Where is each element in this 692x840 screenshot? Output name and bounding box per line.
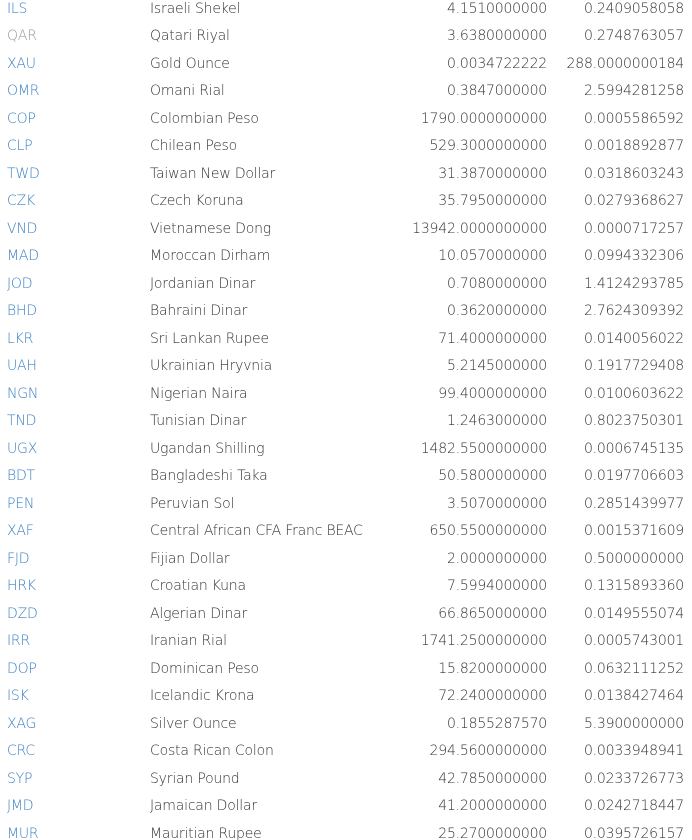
table-row xyxy=(0,243,692,271)
inverse-rate: 0.1315893360 xyxy=(583,578,684,595)
currency-code-link[interactable]: NGN xyxy=(7,385,39,402)
inverse-rate: 0.0233726773 xyxy=(583,770,684,787)
currency-code-cell xyxy=(0,655,150,683)
currency-code-cell xyxy=(0,243,150,271)
table-row xyxy=(0,215,692,243)
table-row xyxy=(0,160,692,188)
currency-code-link[interactable]: CZK xyxy=(7,193,35,210)
currency-code-cell xyxy=(0,133,150,161)
inverse-rate: 2.5994281258 xyxy=(583,83,684,100)
currency-code-link[interactable]: XAF xyxy=(7,523,34,540)
currency-code-link[interactable]: ILS xyxy=(7,0,28,17)
table-row xyxy=(0,435,692,463)
currency-name: Fijian Dollar xyxy=(150,550,230,567)
currency-code-cell xyxy=(0,23,150,51)
table-row xyxy=(0,518,692,546)
exchange-rate: 0.0034722222 xyxy=(446,55,547,72)
currency-code-cell xyxy=(0,380,150,408)
currency-code-cell xyxy=(0,160,150,188)
exchange-rate: 0.3847000000 xyxy=(446,83,547,100)
currency-name: Omani Rial xyxy=(150,83,225,100)
inverse-rate: 0.0318603243 xyxy=(583,165,684,182)
currency-code-link[interactable]: CRC xyxy=(7,743,35,760)
currency-code-cell xyxy=(0,0,150,23)
currency-code-link[interactable]: BHD xyxy=(7,303,37,320)
currency-code-link[interactable]: BDT xyxy=(7,468,35,485)
currency-code-link[interactable]: IRR xyxy=(7,633,30,650)
currency-name: Taiwan New Dollar xyxy=(150,165,276,182)
currency-code-link[interactable]: JOD xyxy=(7,275,33,292)
table-row xyxy=(0,545,692,573)
table-row xyxy=(0,628,692,656)
currency-name: Moroccan Dirham xyxy=(150,248,271,265)
currency-name: Mauritian Rupee xyxy=(150,825,262,840)
currency-code-link[interactable]: MUR xyxy=(7,825,39,840)
table-row xyxy=(0,820,692,840)
currency-name: Qatari Riyal xyxy=(150,28,230,45)
exchange-rate: 42.7850000000 xyxy=(438,770,547,787)
table-row xyxy=(0,105,692,133)
exchange-rate: 650.5500000000 xyxy=(429,523,547,540)
exchange-rate: 25.2700000000 xyxy=(438,825,547,840)
inverse-rate: 0.8023750301 xyxy=(583,413,684,430)
table-row xyxy=(0,463,692,491)
inverse-rate: 2.7624309392 xyxy=(583,303,684,320)
table-row xyxy=(0,23,692,51)
currency-name: Bahraini Dinar xyxy=(150,303,248,320)
exchange-rate: 0.3620000000 xyxy=(446,303,547,320)
currency-name: Algerian Dinar xyxy=(150,605,248,622)
table-row xyxy=(0,683,692,711)
currency-name: Dominican Peso xyxy=(150,660,259,677)
currency-name: Vietnamese Dong xyxy=(150,220,271,237)
inverse-rate: 0.0279368627 xyxy=(583,193,684,210)
currency-name: Czech Koruna xyxy=(150,193,244,210)
exchange-rate: 1790.0000000000 xyxy=(420,110,547,127)
exchange-rate: 1741.2500000000 xyxy=(420,633,547,650)
currency-code-cell xyxy=(0,408,150,436)
currency-code-link[interactable]: OMR xyxy=(7,83,40,100)
currency-name: Jamaican Dollar xyxy=(150,798,257,815)
table-row xyxy=(0,188,692,216)
exchange-rate: 72.2400000000 xyxy=(438,688,547,705)
exchange-rate: 41.2000000000 xyxy=(438,798,547,815)
currency-code-cell xyxy=(0,435,150,463)
inverse-rate: 288.0000000184 xyxy=(566,55,684,72)
table-row xyxy=(0,710,692,738)
table-row xyxy=(0,298,692,326)
currency-code-cell xyxy=(0,298,150,326)
currency-name: Tunisian Dinar xyxy=(150,413,247,430)
currency-name: Central African CFA Franc BEAC xyxy=(150,523,363,540)
inverse-rate: 0.2851439977 xyxy=(583,495,684,512)
inverse-rate: 0.0015371609 xyxy=(583,523,684,540)
exchange-rate: 1482.5500000000 xyxy=(420,440,547,457)
exchange-rate: 0.7080000000 xyxy=(446,275,547,292)
currency-name: Sri Lankan Rupee xyxy=(150,330,269,347)
currency-code-link[interactable]: UGX xyxy=(7,440,38,457)
inverse-rate: 0.0033948941 xyxy=(583,743,684,760)
currency-code-cell xyxy=(0,463,150,491)
currency-code-cell xyxy=(0,78,150,106)
exchange-rate: 5.2145000000 xyxy=(446,358,547,375)
inverse-rate: 0.1917729408 xyxy=(583,358,684,375)
table-row xyxy=(0,655,692,683)
currency-name: Icelandic Krona xyxy=(150,688,255,705)
inverse-rate: 0.0149555074 xyxy=(583,605,684,622)
inverse-rate: 1.4124293785 xyxy=(583,275,684,292)
exchange-rate: 50.5800000000 xyxy=(438,468,547,485)
exchange-rate: 35.7950000000 xyxy=(438,193,547,210)
table-row xyxy=(0,50,692,78)
currency-code-link[interactable]: COP xyxy=(7,110,36,127)
currency-code-cell xyxy=(0,710,150,738)
inverse-rate: 0.0100603622 xyxy=(583,385,684,402)
table-row xyxy=(0,600,692,628)
exchange-rate: 2.0000000000 xyxy=(446,550,547,567)
currency-code-cell xyxy=(0,820,150,840)
currency-name: Jordanian Dinar xyxy=(150,275,256,292)
inverse-rate: 0.0138427464 xyxy=(583,688,684,705)
inverse-rate: 0.0018892877 xyxy=(583,138,684,155)
currency-code-link[interactable]: XAG xyxy=(7,715,37,732)
inverse-rate: 0.0000717257 xyxy=(583,220,684,237)
currency-code-cell xyxy=(0,600,150,628)
currency-code-link[interactable]: DZD xyxy=(7,605,38,622)
inverse-rate: 0.2409058058 xyxy=(583,0,684,17)
exchange-rate: 99.4000000000 xyxy=(438,385,547,402)
exchange-rate: 31.3870000000 xyxy=(438,165,547,182)
currency-code-cell xyxy=(0,215,150,243)
inverse-rate: 5.3900000000 xyxy=(583,715,684,732)
currency-name: Nigerian Naira xyxy=(150,385,248,402)
exchange-rate: 10.0570000000 xyxy=(438,248,547,265)
exchange-rate: 3.6380000000 xyxy=(446,28,547,45)
currency-code-cell xyxy=(0,765,150,793)
table-row xyxy=(0,270,692,298)
currency-code-link[interactable]: QAR xyxy=(7,28,37,45)
currency-code-link[interactable]: JMD xyxy=(7,798,34,815)
currency-code-link[interactable]: VND xyxy=(7,220,38,237)
exchange-rate: 4.1510000000 xyxy=(446,0,547,17)
exchange-rate: 1.2463000000 xyxy=(446,413,547,430)
currency-code-link[interactable]: ISK xyxy=(7,688,29,705)
currency-code-link[interactable]: XAU xyxy=(7,55,36,72)
table-row xyxy=(0,133,692,161)
currency-code-cell xyxy=(0,188,150,216)
currency-code-cell xyxy=(0,518,150,546)
currency-code-cell xyxy=(0,683,150,711)
currency-code-cell xyxy=(0,628,150,656)
table-row xyxy=(0,408,692,436)
exchange-rate: 7.5994000000 xyxy=(446,578,547,595)
currency-name: Silver Ounce xyxy=(150,715,237,732)
currency-code-link[interactable]: PEN xyxy=(7,495,35,512)
currency-code-link[interactable]: SYP xyxy=(7,770,33,787)
table-row xyxy=(0,380,692,408)
currency-name: Colombian Peso xyxy=(150,110,259,127)
currency-name: Ukrainian Hryvnia xyxy=(150,358,273,375)
currency-name: Croatian Kuna xyxy=(150,578,246,595)
inverse-rate: 0.0242718447 xyxy=(583,798,684,815)
inverse-rate: 0.2748763057 xyxy=(583,28,684,45)
currency-code-link[interactable]: DOP xyxy=(7,660,37,677)
exchange-rate: 0.1855287570 xyxy=(446,715,547,732)
inverse-rate: 0.0994332306 xyxy=(583,248,684,265)
currency-code-cell xyxy=(0,105,150,133)
table-row xyxy=(0,738,692,766)
currency-code-link[interactable]: TWD xyxy=(7,165,40,182)
currency-name: Syrian Pound xyxy=(150,770,240,787)
currency-code-link[interactable]: LKR xyxy=(7,330,34,347)
currency-code-link[interactable]: HRK xyxy=(7,578,36,595)
inverse-rate: 0.0005586592 xyxy=(583,110,684,127)
exchange-rate: 15.8200000000 xyxy=(438,660,547,677)
currency-code-cell xyxy=(0,270,150,298)
currency-code-cell xyxy=(0,573,150,601)
exchange-rate: 66.8650000000 xyxy=(438,605,547,622)
inverse-rate: 0.5000000000 xyxy=(583,550,684,567)
currency-name: Israeli Shekel xyxy=(150,0,241,17)
currency-name: Peruvian Sol xyxy=(150,495,235,512)
currency-code-cell xyxy=(0,353,150,381)
exchange-rate: 13942.0000000000 xyxy=(412,220,547,237)
currency-code-link[interactable]: FJD xyxy=(7,550,30,567)
inverse-rate: 0.0395726157 xyxy=(583,825,684,840)
table-row xyxy=(0,793,692,821)
currency-code-cell xyxy=(0,738,150,766)
table-row xyxy=(0,0,692,23)
table-row xyxy=(0,78,692,106)
inverse-rate: 0.0006745135 xyxy=(583,440,684,457)
exchange-rate: 3.5070000000 xyxy=(446,495,547,512)
inverse-rate: 0.0005743001 xyxy=(583,633,684,650)
table-row xyxy=(0,490,692,518)
currency-code-cell xyxy=(0,490,150,518)
table-row xyxy=(0,353,692,381)
exchange-rate: 294.5600000000 xyxy=(429,743,547,760)
currency-code-cell xyxy=(0,793,150,821)
currency-code-link[interactable]: CLP xyxy=(7,138,33,155)
currency-code-link[interactable]: UAH xyxy=(7,358,37,375)
inverse-rate: 0.0140056022 xyxy=(583,330,684,347)
currency-name: Iranian Rial xyxy=(150,633,227,650)
currency-name: Costa Rican Colon xyxy=(150,743,274,760)
currency-name: Chilean Peso xyxy=(150,138,237,155)
currency-code-link[interactable]: TND xyxy=(7,413,37,430)
table-row xyxy=(0,325,692,353)
currency-code-cell xyxy=(0,545,150,573)
currency-name: Ugandan Shilling xyxy=(150,440,265,457)
table-row xyxy=(0,765,692,793)
inverse-rate: 0.0632111252 xyxy=(583,660,684,677)
currency-code-cell xyxy=(0,50,150,78)
inverse-rate: 0.0197706603 xyxy=(583,468,684,485)
exchange-rate: 529.3000000000 xyxy=(429,138,547,155)
currency-name: Bangladeshi Taka xyxy=(150,468,268,485)
currency-code-cell xyxy=(0,325,150,353)
exchange-rate: 71.4000000000 xyxy=(438,330,547,347)
currency-name: Gold Ounce xyxy=(150,55,230,72)
table-row xyxy=(0,573,692,601)
currency-code-link[interactable]: MAD xyxy=(7,248,39,265)
